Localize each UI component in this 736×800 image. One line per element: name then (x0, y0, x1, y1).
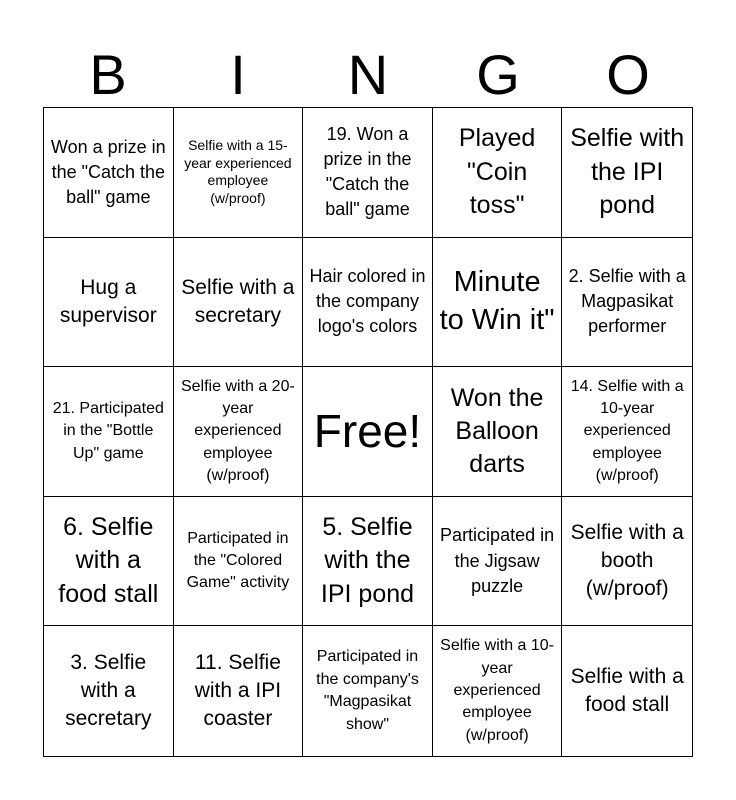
bingo-cell[interactable] (44, 238, 174, 368)
bingo-cell[interactable] (433, 497, 563, 627)
bingo-cell[interactable] (433, 626, 563, 756)
cell-text: Hug a supervisor (59, 275, 157, 327)
cell-text: Hair colored in the company logo's colors (309, 266, 426, 337)
cell-text: Selfie with a secretary (181, 275, 295, 327)
bingo-cell[interactable] (174, 238, 304, 368)
bingo-card-grid (43, 107, 693, 757)
header-letter-g: G (476, 43, 520, 106)
bingo-cell[interactable] (433, 238, 563, 368)
cell-text: Minute to Win it" (439, 266, 555, 336)
bingo-cell[interactable] (562, 626, 692, 756)
cell-text: 11. Selfie with a IPI coaster (194, 650, 282, 731)
cell-text: Won a prize in the "Catch the ball" game (50, 136, 166, 207)
header-letter-b: B (89, 43, 127, 106)
bingo-cell[interactable] (174, 497, 304, 627)
cell-text: Participated in the Jigsaw puzzle (440, 525, 555, 596)
free-space-text: Free! (313, 405, 422, 458)
cell-text: Selfie with a 10-year experienced employee (w/proof) (440, 637, 555, 744)
cell-text: 5. Selfie with the IPI pond (320, 513, 415, 608)
header-letter-i: I (230, 43, 246, 106)
cell-text: 14. Selfie with a 10-year experienced employee (w/proof) (570, 377, 684, 485)
free-space-cell[interactable] (303, 367, 433, 497)
bingo-header (43, 44, 693, 106)
bingo-cell[interactable] (562, 367, 692, 497)
cell-text: Selfie with the IPI pond (570, 124, 685, 219)
bingo-cell[interactable] (174, 367, 304, 497)
header-letter-o: O (606, 43, 650, 106)
bingo-cell[interactable] (303, 626, 433, 756)
bingo-cell[interactable] (44, 626, 174, 756)
cell-text: Selfie with a 15-year experienced employee (w/proof) (184, 137, 292, 206)
cell-text: 21. Participated in the "Bottle Up" game (52, 399, 164, 462)
cell-text: Selfie with a booth (w/proof) (570, 520, 684, 601)
bingo-cell[interactable] (303, 238, 433, 368)
cell-text: 6. Selfie with a food stall (58, 513, 159, 608)
bingo-cell[interactable] (44, 367, 174, 497)
bingo-cell[interactable] (44, 497, 174, 627)
bingo-cell[interactable] (562, 497, 692, 627)
bingo-cell[interactable] (303, 108, 433, 238)
bingo-cell[interactable] (433, 108, 563, 238)
cell-text: 2. Selfie with a Magpasikat performer (568, 266, 686, 337)
cell-text: 19. Won a prize in the "Catch the ball" game (323, 123, 412, 220)
bingo-cell[interactable] (562, 238, 692, 368)
bingo-cell[interactable] (174, 626, 304, 756)
cell-text: Won the Balloon darts (450, 383, 544, 479)
bingo-cell[interactable] (303, 497, 433, 627)
cell-text: Participated in the company's "Magpasikat show" (316, 648, 419, 733)
cell-text: 3. Selfie with a secretary (65, 650, 152, 731)
header-letter-n: N (347, 43, 389, 106)
bingo-cell[interactable] (562, 108, 692, 238)
cell-text: Selfie with a 20-year experienced employee (w/proof) (180, 377, 295, 485)
cell-text: Participated in the "Colored Game" activity (186, 529, 290, 592)
bingo-cell[interactable] (174, 108, 304, 238)
cell-text: Selfie with a food stall (570, 664, 684, 717)
bingo-cell[interactable] (433, 367, 563, 497)
cell-text: Played "Coin toss" (458, 124, 536, 219)
bingo-cell[interactable] (44, 108, 174, 238)
